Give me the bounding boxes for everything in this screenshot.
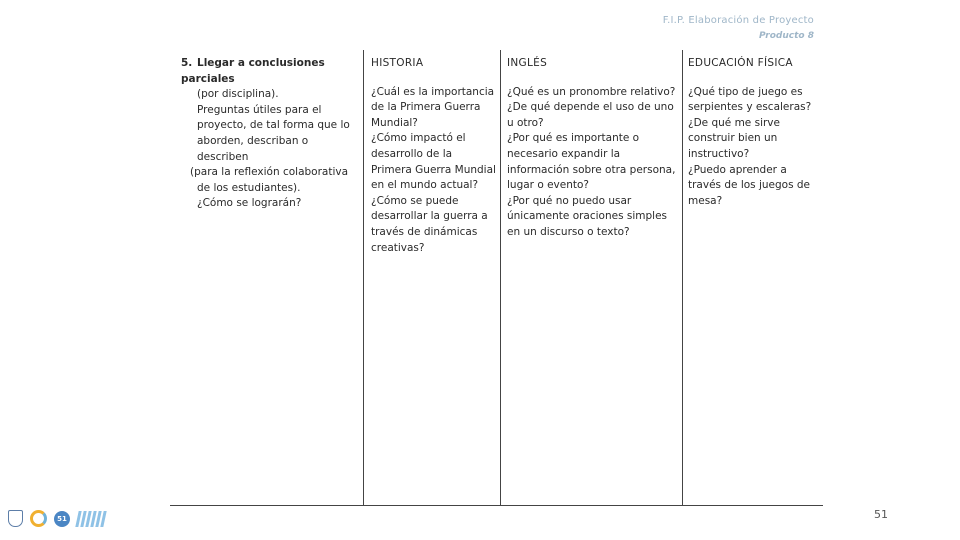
question-text: ¿Cuál es la importancia de la Primera Guerra Mundial? — [371, 85, 495, 129]
page-number: 51 — [874, 508, 888, 521]
column-heading: HISTORIA — [371, 57, 424, 69]
section-title-text: Llegar a conclusiones parciales — [181, 57, 325, 85]
question-text: ¿Cómo se puede desarrollar la guerra a través de dinámicas creativas? — [371, 194, 488, 254]
question-text: ¿Por qué es importante o necesario expandir la información sobre otra persona, lugar o evento? — [507, 132, 676, 192]
section-number: 5. — [181, 57, 193, 69]
university-shield-icon — [8, 510, 23, 527]
questions-table — [170, 50, 823, 506]
section-line: Preguntas útiles para el — [197, 103, 322, 116]
section-line: ¿Cómo se lograrán? — [197, 197, 302, 210]
column-heading: EDUCACIÓN FÍSICA — [688, 57, 793, 69]
educacion-fisica-column — [682, 50, 823, 505]
section-line: proyecto, de tal forma que lo — [197, 119, 350, 132]
section-line: aborden, describan o describen — [197, 134, 309, 163]
section-line: (para la reflexión colaborativa — [190, 166, 349, 179]
section-line: (por disciplina). — [197, 88, 279, 101]
question-text: ¿De qué me sirve construir bien un instructivo? — [688, 116, 780, 160]
anniversary-ring-icon — [30, 510, 47, 527]
question-text: ¿Qué es un pronombre relativo? — [507, 85, 676, 98]
historia-column — [363, 50, 500, 505]
header-title: F.I.P. Elaboración de Proyecto — [662, 15, 814, 26]
column-heading: INGLÉS — [507, 57, 548, 69]
institution-bars-icon — [77, 511, 105, 527]
section-column — [170, 50, 363, 505]
question-text: ¿De qué depende el uso de uno u otro? — [507, 101, 674, 129]
header-subtitle: Producto 8 — [758, 31, 814, 41]
question-text: ¿Qué tipo de juego es serpientes y escaleras? — [688, 85, 812, 114]
question-text: ¿Puedo aprender a través de los juegos de mesa? — [688, 163, 811, 207]
badge-disc-icon: 51 — [54, 511, 70, 527]
footer-logos — [8, 510, 105, 527]
question-text: ¿Por qué no puedo usar únicamente oraciones simples en un discurso o texto? — [507, 194, 668, 238]
section-line: de los estudiantes). — [197, 181, 301, 194]
section-title — [181, 56, 357, 87]
ingles-column — [500, 50, 682, 505]
question-text: ¿Cómo impactó el desarrollo de la Primera Guerra Mundial en el mundo actual? — [371, 132, 496, 192]
